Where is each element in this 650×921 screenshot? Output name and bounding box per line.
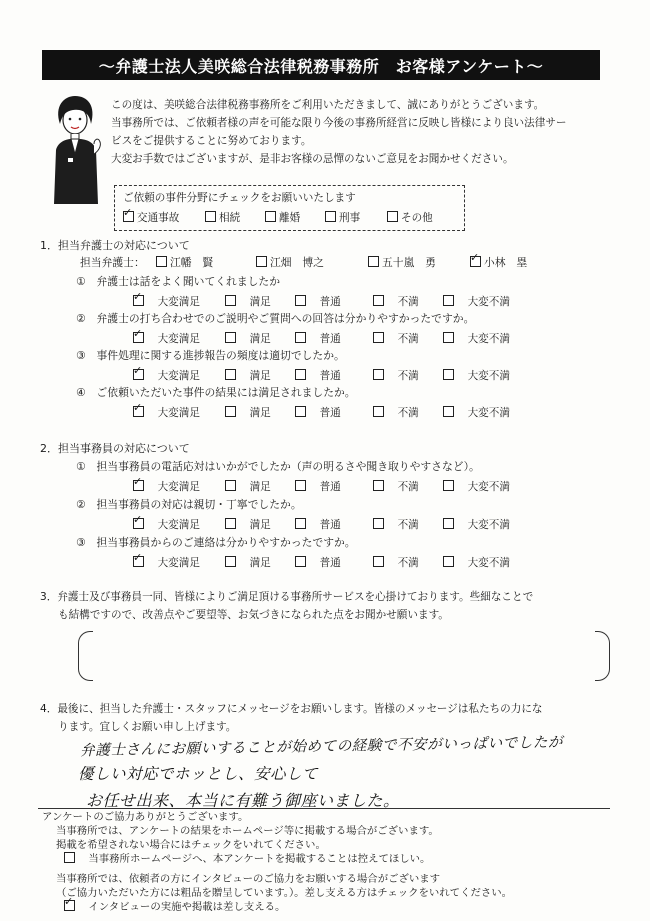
comment-bracket-left [78,631,93,681]
checkbox-icon[interactable] [133,556,144,567]
survey-title: ～弁護士法人美咲総合法律税務事務所 お客様アンケート～ [42,50,600,80]
checkbox-icon[interactable] [256,256,267,267]
checkbox-icon[interactable] [123,211,134,222]
rating-option-neutral[interactable] [295,517,341,532]
rating-option-neutral[interactable] [295,368,341,383]
rating-option-dissatisfied[interactable] [373,555,419,570]
rating-option-very-dissatisfied[interactable] [443,479,510,494]
checkbox-icon[interactable] [133,518,144,529]
lawyer-option-3[interactable]: 五十嵐 勇 [368,255,436,270]
rating-label: 不満 [397,519,419,531]
checkbox-icon[interactable] [443,369,454,380]
rating-label: 大変満足 [157,557,200,569]
rating-option-very-dissatisfied[interactable] [443,405,510,420]
rating-option-dissatisfied[interactable] [373,368,419,383]
lawyer-option-1[interactable]: 江幡 賢 [156,255,213,270]
checkbox-icon[interactable] [133,480,144,491]
rating-label: 大変満足 [157,333,200,345]
checkbox-icon[interactable] [443,295,454,306]
s1-question-2: ② 弁護士の打ち合わせでのご説明やご質問への回答は分かりやすかったですか。 [76,312,475,325]
lawyer-option-2[interactable]: 江畑 博之 [256,255,324,270]
section4-line: 4．最後に、担当した弁護士・スタッフにメッセージをお願いします。皆様のメッセージは私たちの力にな [40,703,543,715]
footer-interview-opt[interactable]: ✓ インタビューの実施や掲載は差し支える。 [64,900,285,914]
rating-label: 満足 [249,333,271,345]
rating-label: 大変満足 [157,519,200,531]
rating-option-very-dissatisfied[interactable] [443,517,510,532]
rating-option-very-dissatisfied[interactable] [443,368,510,383]
section3-text [40,588,533,624]
checkbox-icon[interactable] [295,556,306,567]
handwritten-message-line-1: 弁護士さんにお願いすることが始めての経験で不安がいっぱいでしたが [79,733,564,760]
checkbox-icon[interactable] [325,211,336,222]
checkbox-icon[interactable] [225,480,236,491]
rating-label: 不満 [397,481,419,493]
rating-label: 大変不満 [467,370,510,382]
intro-line: ビスをご提供することに努めております。 [111,135,312,147]
checkbox-icon[interactable] [225,556,236,567]
checkbox-icon[interactable] [64,852,75,863]
s1-question-3: ③ 事件処理に関する進捗報告の頻度は適切でしたか。 [76,349,345,362]
rating-label: 満足 [249,557,271,569]
checkbox-icon[interactable] [443,332,454,343]
rating-label: 大変満足 [157,481,200,493]
rating-label: 大変不満 [467,333,510,345]
checkbox-icon[interactable] [387,211,398,222]
rating-label: 不満 [397,333,419,345]
section1-heading: 1．担当弁護士の対応について [40,239,190,252]
checkbox-icon[interactable] [133,332,144,343]
intro-line: 当事務所では、ご依頼者様の声を可能な限り今後の事務所経営に反映し皆様により良い法律サー [111,117,567,129]
rating-option-very-satisfied[interactable] [133,479,200,494]
checkbox-icon[interactable] [225,406,236,417]
improvement-comment-area[interactable] [92,631,595,679]
s2-question-2: ② 担当事務員の対応は親切・丁寧でしたか。 [76,498,302,511]
checkbox-icon[interactable] [295,480,306,491]
checkbox-icon[interactable] [443,518,454,529]
rating-label: 不満 [397,407,419,419]
rating-label: 普通 [319,481,341,493]
rating-option-very-dissatisfied[interactable] [443,331,510,346]
checkbox-icon[interactable] [443,480,454,491]
checkbox-icon[interactable] [470,256,481,267]
staff-illustration [44,92,104,204]
rating-label: 大変不満 [467,557,510,569]
rating-option-very-satisfied[interactable] [133,405,200,420]
lawyer-label: 担当弁護士： [80,256,145,269]
s1-question-4: ④ ご依頼いただいた事件の結果には満足されましたか。 [76,386,356,399]
rating-label: 不満 [397,296,419,308]
checkbox-icon[interactable] [295,369,306,380]
case-type-heading: ご依頼の事件分野にチェックをお願いいたします [123,192,356,204]
rating-option-very-satisfied[interactable] [133,294,200,309]
comment-bracket-right [595,631,610,681]
checkbox-icon[interactable] [373,406,384,417]
rating-option-dissatisfied[interactable] [373,294,419,309]
rating-label: 普通 [319,296,341,308]
checkbox-icon[interactable] [225,332,236,343]
checkbox-icon[interactable] [373,556,384,567]
rating-option-satisfied[interactable] [225,331,271,346]
rating-label: 大変満足 [157,407,200,419]
s1-question-1: ① 弁護士は話をよく聞いてくれましたか [76,275,281,288]
s2-question-3: ③ 担当事務員からのご連絡は分かりやすかったですか。 [76,536,356,549]
rating-option-very-dissatisfied[interactable] [443,294,510,309]
case-type-box [114,185,465,231]
checkbox-icon[interactable] [295,518,306,529]
rating-option-satisfied[interactable] [225,294,271,309]
checkbox-icon[interactable] [295,332,306,343]
rating-option-neutral[interactable] [295,555,341,570]
handwritten-message-line-3: お任せ出来、本当に有難う御座いました。 [86,791,400,810]
rating-option-dissatisfied[interactable] [373,405,419,420]
rating-label: 普通 [319,519,341,531]
footer-line-1: 当事務所では、アンケートの結果をホームページ等に掲載する場合がございます。 [56,825,439,837]
rating-label: 大変不満 [467,481,510,493]
footer-divider [38,808,610,809]
rating-label: 満足 [249,407,271,419]
rating-label: 不満 [397,370,419,382]
checkbox-icon[interactable] [225,518,236,529]
rating-option-neutral[interactable] [295,405,341,420]
intro-line: この度は、美咲総合法律税務事務所をご利用いただきまして、誠にありがとうございます。 [111,99,545,111]
rating-label: 大変不満 [467,407,510,419]
rating-option-very-dissatisfied[interactable] [443,555,510,570]
section4-text [40,700,543,736]
checkbox-icon[interactable] [64,900,75,911]
footer-line-2: 掲載を希望されない場合にはチェックをいれてください。 [56,839,326,851]
checkbox-icon[interactable] [225,295,236,306]
rating-label: 不満 [397,557,419,569]
rating-label: 大変不満 [467,519,510,531]
checkbox-icon[interactable] [133,406,144,417]
checkbox-icon[interactable] [205,211,216,222]
rating-option-dissatisfied[interactable] [373,331,419,346]
footer-line-3: 当事務所では、依頼者の方にインタビューのご協力をお願いする場合がございます [56,873,441,885]
case-type-option-traffic[interactable]: ✓交通事故 [123,210,179,225]
rating-option-very-satisfied[interactable] [133,517,200,532]
checkbox-icon[interactable] [373,295,384,306]
rating-option-very-satisfied[interactable] [133,368,200,383]
footer-opt-out[interactable]: 当事務所ホームページへ、本アンケートを掲載することは控えてほしい。 [64,852,430,866]
checkbox-icon[interactable] [133,295,144,306]
checkbox-icon[interactable] [443,556,454,567]
checkbox-icon[interactable] [265,211,276,222]
rating-option-neutral[interactable] [295,479,341,494]
checkbox-icon[interactable] [443,406,454,417]
rating-option-satisfied[interactable] [225,517,271,532]
section3-line: 3．弁護士及び事務員一同、皆様によりご満足頂ける事務所サービスを心掛けております。些細なことで [40,591,534,603]
lawyer-option-4[interactable]: ✓ 小林 塁 [470,255,527,270]
rating-label: 普通 [319,333,341,345]
case-type-option-inheritance[interactable]: 相続 [205,210,240,225]
rating-option-satisfied[interactable] [225,368,271,383]
intro-text [111,96,567,168]
rating-label: 満足 [249,519,271,531]
section4-line: ります。宜しくお願い申し上げます。 [58,721,237,733]
rating-option-neutral[interactable] [295,331,341,346]
checkbox-icon[interactable] [295,406,306,417]
rating-label: 大変満足 [157,296,200,308]
checkbox-icon[interactable] [373,480,384,491]
rating-option-satisfied[interactable] [225,555,271,570]
checkbox-icon[interactable] [156,256,167,267]
rating-option-very-satisfied[interactable] [133,331,200,346]
rating-option-neutral[interactable] [295,294,341,309]
rating-option-dissatisfied[interactable] [373,479,419,494]
case-type-option-criminal[interactable]: 刑事 [325,210,360,225]
checkbox-icon[interactable] [295,295,306,306]
case-type-option-divorce[interactable]: 離婚 [265,210,300,225]
footer-thanks: アンケートのご協力ありがとうございます。 [42,811,249,823]
section2-heading: 2．担当事務員の対応について [40,442,190,455]
checkbox-icon[interactable] [373,518,384,529]
checkbox-icon[interactable] [373,369,384,380]
s2-question-1: ① 担当事務員の電話応対はいかがでしたか（声の明るさや聞き取りやすさなど）。 [76,460,480,473]
case-type-option-other[interactable]: その他 [387,210,433,225]
checkbox-icon[interactable] [368,256,379,267]
rating-label: 大変満足 [157,370,200,382]
rating-option-satisfied[interactable] [225,479,271,494]
footer-line-4: （ご協力いただいた方には粗品を贈呈しています。）。差し支える方はチェックをいれてください。 [56,887,513,899]
rating-label: 満足 [249,370,271,382]
rating-label: 満足 [249,481,271,493]
checkbox-icon[interactable] [373,332,384,343]
rating-option-dissatisfied[interactable] [373,517,419,532]
rating-label: 満足 [249,296,271,308]
checkbox-icon[interactable] [133,369,144,380]
rating-option-very-satisfied[interactable] [133,555,200,570]
rating-label: 普通 [319,370,341,382]
checkbox-icon[interactable] [225,369,236,380]
rating-label: 大変不満 [467,296,510,308]
rating-option-satisfied[interactable] [225,405,271,420]
section3-line: も結構ですので、改善点やご要望等、お気づきになられた点をお聞かせ願います。 [58,609,449,621]
rating-label: 普通 [319,557,341,569]
rating-label: 普通 [319,407,341,419]
intro-line: 大変お手数ではございますが、是非お客様の忌憚のないご意見をお聞かせください。 [111,153,514,165]
handwritten-message-line-2: 優しい対応でホッとし、安心して [78,765,319,783]
